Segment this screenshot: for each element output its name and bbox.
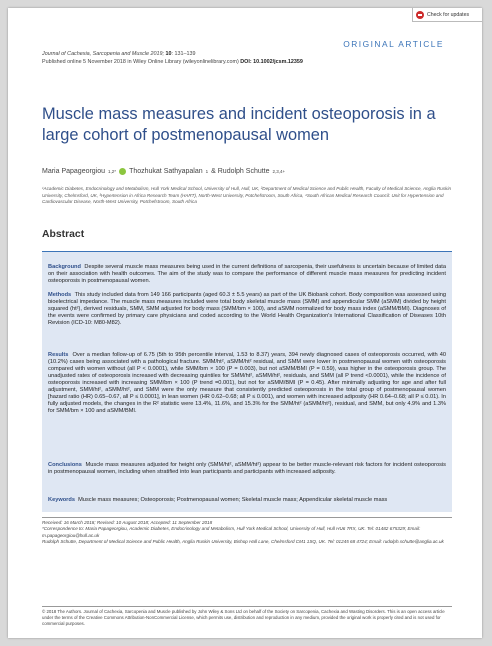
affiliations: ¹Academic Diabetes, Endocrinology and Metabolism, Hull York Medical School, University of Hull, Hull, UK, ²Department of Medical Science and Public Health, Faculty of Medical Science, Anglia Ruskin University, Chelmsford, UK, ³Hypertension in Africa Research Team (HART), North-West University, Potchefstroom, South Africa, ⁴South African Medical Research Council: Unit for Hypertension and Cardiovascular Disease, North-West University, Potchefstroom, South Africa [42,186,452,205]
check-for-updates-label: Check for updates [427,11,470,18]
author-list [42,168,285,175]
received-dates: Received: 16 March 2018; Revised: 10 August 2018; Accepted: 11 September 2018 [42,520,213,525]
conclusions-label: Conclusions [48,461,82,468]
divider [42,606,452,607]
article-page [8,8,482,638]
author-schutte[interactable]: & Rudolph Schutte [211,168,270,175]
results-label: Results [48,351,69,358]
author-3-affil: 2,3,4+ [272,169,286,174]
conclusions-text: Muscle mass measures adjusted for height only (SMM/ht², aSMM/ht²) appear to be better muscle-relevant risk factors for incident osteoporosis in postmenopausal women, including when stratified into lean participants and participants with increased adiposity. [48,461,446,475]
journal-reference [42,50,303,66]
journal-pages: : 131–139 [171,51,196,57]
orcid-icon[interactable] [119,168,126,175]
abstract-results [48,352,446,416]
check-for-updates-button[interactable] [412,8,482,22]
journal-volume: 10 [165,51,172,57]
license-text: © 2018 The Authors. Journal of Cachexia, Sarcopenia and Muscle published by John Wiley & Sons Ltd on behalf of the Society on Sarcopenia, Cachexia and Wasting Disorders. This is an open access article under the terms of the Creative Commons Attribution-NonCommercial License, which permits use, distribution and reproduction in any medium, provided the original work is properly cited and is not used for commercial purposes. [42,609,445,626]
correspondence-2: Rudolph Schutte, Department of Medical Science and Public Health, Anglia Ruskin University, Bishop Hall Lane, Chelmsford CM1 1SQ, UK. Tel: 01245 68 4724; Email: rudolph.schutte@anglia.ac.uk [42,538,444,544]
journal-line-1 [42,50,303,58]
abstract-heading: Abstract [42,229,85,240]
author-1-affil: 1,2* [108,169,117,174]
abstract-conclusions [48,462,446,476]
article-history [42,520,452,545]
results-text: Over a median follow-up of 6.75 (5th to 95th percentile interval, 1.53 to 8.37) years, 394 newly diagnosed cases of osteoporosis occurred, with 40 (10.2%) cases being associated with a pathological fracture. SMM/ht², aSMM/ht² residual, and SMM were lower in postmenopausal women with osteoporosis compared with women without (all P < 0.0001), while SMM/bm × 100 (P = 0.003), but not aSMM/BMI (P = 0.59), was higher in the osteoporosis group. The unadjusted rates of osteoporosis increased with decreasing quintiles for SMM/ht², aSMM/ht², residuals, and SMM (all P trend <0.0001), while the incidence of osteoporosis increased with increasing SMM/bm × 100 (P trend =0.001), but not for aSMM/BMI (P = 0.45). After minimally adjusting for age and after full adjustment, SMM/ht², aSMM/ht², and SMM were the only measure that consistently predicted osteoporosis in the total group of postmenopausal women [hazard ratio (HR) 0.65–0.67, all P ≤ 0.0001], in lean women (HR 0.62–0.68; all P ≤ 0.001), and women with increased adiposity (HR 0.64–0.68; all P ≤ 0.01). In fully adjusted models, the changes in the R² statistic were 13.4%, 11.6%, and 15.3% for the SMM/ht² (aSMM/ht²), residual, and SMM, but only 4.9% and 1.3% for SMM/bm × 100 and aSMM/BMI. [48,351,446,415]
abstract-methods [48,292,446,327]
article-type: ORIGINAL ARTICLE [343,39,444,49]
methods-text: This study included data from 149 166 participants (aged 60.3 ± 5.5 years) as part of the UK Biobank cohort. Body composition was assessed using bioelectrical impedance. The muscle mass measures included were total body skeletal muscle mass (SMM) and appendicular SMM (aSMM) divided by height squared (ht²), derived residuals, SMM, SMM adjusted for body mass (SMM/bm × 100), and aSMM normalized for body mass index (aSMM/BMI). Diagnoses of the events were confirmed by primary care physicians and coded according to the World Health Organization's International Classification of Diseases 10th Revision (ICD-10: M80-M82). [48,291,446,327]
author-sathyapalan[interactable]: Thozhukat Sathyapalan [129,168,203,175]
published-online: Published online 5 November 2018 in Wiley Online Library (wileyonlinelibrary.com) [42,59,241,65]
abstract-background [48,264,446,285]
background-text: Despite several muscle mass measures being used in the current definitions of sarcopenia, their usefulness is uncertain because of limited data on their association with health outcomes. The aim of the study was to compare the performance of different muscle mass measures for predicting incident osteoporosis in postmenopausal women. [48,263,446,284]
background-label: Background [48,263,81,270]
journal-line-2 [42,58,303,66]
divider [42,517,452,518]
author-2-affil: 1 [205,169,209,174]
doi-link[interactable]: DOI: 10.1002/jcsm.12359 [240,59,303,65]
article-title: Muscle mass measures and incident osteoporosis in a large cohort of postmenopausal women [42,105,436,144]
author-papageorgiou[interactable]: Maria Papageorgiou [42,168,106,175]
keywords-text: Muscle mass measures; Osteoporosis; Postmenopausal women; Skeletal muscle mass; Appendicular skeletal muscle mass [78,496,388,503]
journal-name: Journal of Cachexia, Sarcopenia and Muscle 2019; [42,51,166,57]
keywords [48,497,446,504]
methods-label: Methods [48,291,72,298]
crossmark-icon [416,11,424,19]
correspondence-1: *Correspondence to: Maria Papageorgiou, Academic Diabetes, Endocrinology and Metabolism, Hull York Medical School, University of Hull, Hull HU6 7RX, UK. Tel: 01482 675329; Email: m.papageorgiou@hull.ac.uk [42,526,421,538]
keywords-label: Keywords [48,496,75,503]
